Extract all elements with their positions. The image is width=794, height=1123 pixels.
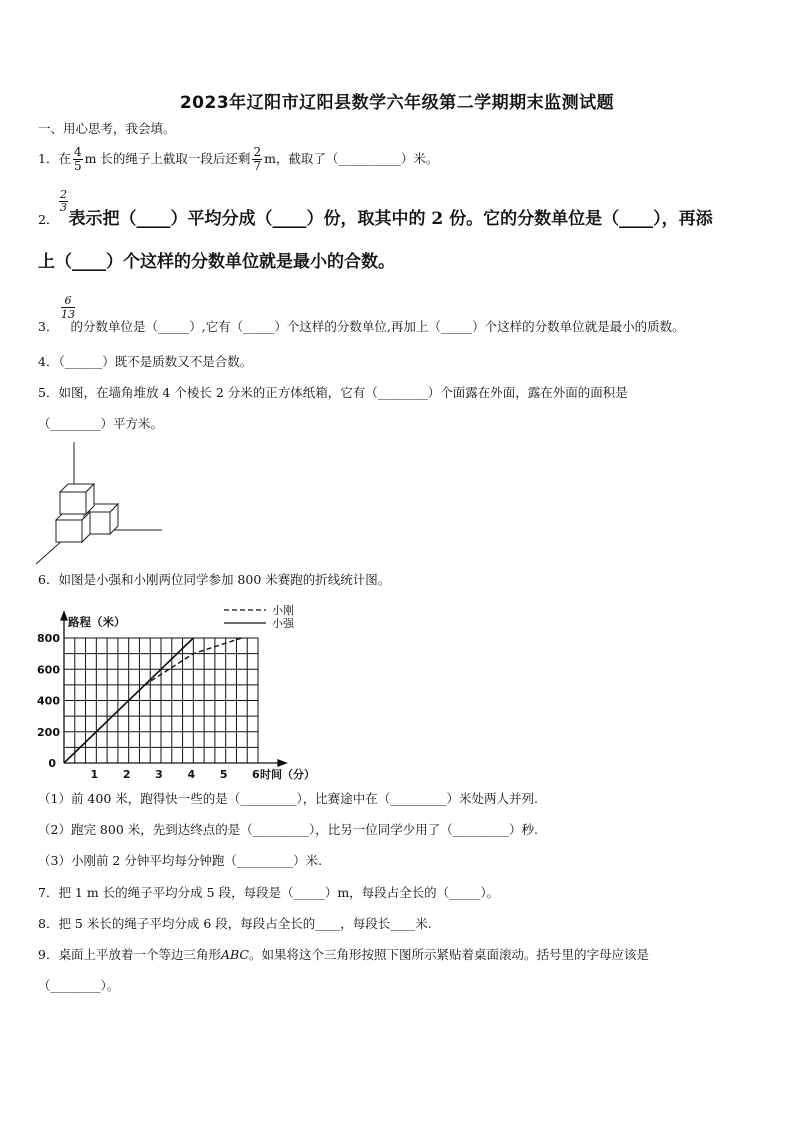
question-7: 7．把 1 m 长的绳子平均分成 5 段，每段是（_____）m，每段占全长的（_____）。 [38, 885, 500, 900]
y-tick-label: 800 [37, 632, 60, 645]
question-2-line-1 [38, 211, 713, 228]
q1-number: 1． [38, 151, 59, 166]
cubes-figure [34, 440, 164, 568]
question-9-line-1 [38, 947, 649, 963]
x-tick-label: 1 [90, 768, 99, 781]
question-1 [38, 146, 438, 173]
x-axis-arrow [278, 760, 286, 766]
q3-text: 的分数单位是（_____）,它有（_____）个这样的分数单位,再加上（_____）个这样的分数单位就是最小的质数。 [70, 319, 685, 334]
question-3 [38, 319, 685, 335]
q2-fraction: $\frac{2}{3}$ [60, 188, 67, 214]
x-tick-label: 3 [155, 768, 163, 781]
question-6-part-1: （1）前 400 米，跑得快一些的是（_________），比赛途中在（_________）米处两人并列. [38, 791, 538, 806]
q3-fraction: $\frac{6}{13}$ [61, 294, 75, 321]
q1-text-3: m，截取了（__________）米。 [264, 151, 439, 166]
y-tick-label: 200 [37, 725, 60, 739]
y-axis-label: 路程（米） [68, 615, 126, 629]
q9-text-2: 。如果将这个三角形按照下图所示紧贴着桌面滚动。括号里的字母应该是 [248, 947, 649, 962]
question-9-line-2: （________）。 [38, 978, 120, 993]
question-6-part-2: （2）跑完 800 米，先到达终点的是（_________），比另一位同学少用了（_________）秒. [38, 822, 538, 837]
y-axis-arrow [61, 612, 67, 620]
question-8: 8．把 5 米长的绳子平均分成 6 段，每段占全长的____，每段长____米. [38, 916, 432, 931]
x-tick-label: 5 [219, 768, 228, 781]
page-title: 2023年辽阳市辽阳县数学六年级第二学期期末监测试题 [179, 93, 615, 113]
line-chart [34, 600, 324, 782]
y-tick-label: 400 [37, 694, 60, 708]
q3-number: 3． [38, 319, 59, 334]
y-tick-label: 0 [48, 757, 56, 770]
q2-number: 2． [38, 212, 59, 227]
section-heading: 一、用心思考，我会填。 [38, 121, 176, 136]
q2-text-1: 表示把（____）平均分成（____）份，取其中的 2 份。它的分数单位是（____），再添 [68, 209, 713, 229]
question-2-line-2: 上（____）个这样的分数单位就是最小的合数。 [38, 252, 395, 272]
x-tick-label: 6 [252, 768, 260, 781]
legend-label: 小刚 [272, 604, 294, 617]
x-tick-label: 2 [122, 768, 131, 781]
q9-text-1: 9．桌面上平放着一个等边三角形 [38, 947, 221, 962]
x-axis-label: 时间（分） [260, 768, 315, 781]
q1-fraction-1: $\frac{4}{5}$ [73, 145, 82, 173]
question-5-line-2: （________）平方米。 [38, 416, 164, 431]
question-6-intro: 6．如图是小强和小刚两位同学参加 800 米赛跑的折线统计图。 [38, 572, 391, 587]
x-tick-label: 4 [187, 768, 196, 781]
question-6-part-3: （3）小刚前 2 分钟平均每分钟跑（_________）米. [38, 853, 323, 868]
question-4: 4．（______）既不是质数又不是合数。 [38, 354, 253, 369]
q9-triangle-label: ABC [220, 947, 249, 962]
q1-text-1: 在 [58, 151, 71, 166]
question-5-line-1: 5．如图，在墙角堆放 4 个棱长 2 分米的正方体纸箱，它有（________）个面露在外面，露在外面的面积是 [38, 385, 628, 400]
q1-fraction-2: $\frac{2}{7}$ [253, 145, 262, 173]
q1-text-2: m 长的绳子上截取一段后还剩 [84, 151, 251, 166]
y-tick-label: 600 [37, 663, 60, 677]
legend-label: 小强 [272, 617, 294, 630]
